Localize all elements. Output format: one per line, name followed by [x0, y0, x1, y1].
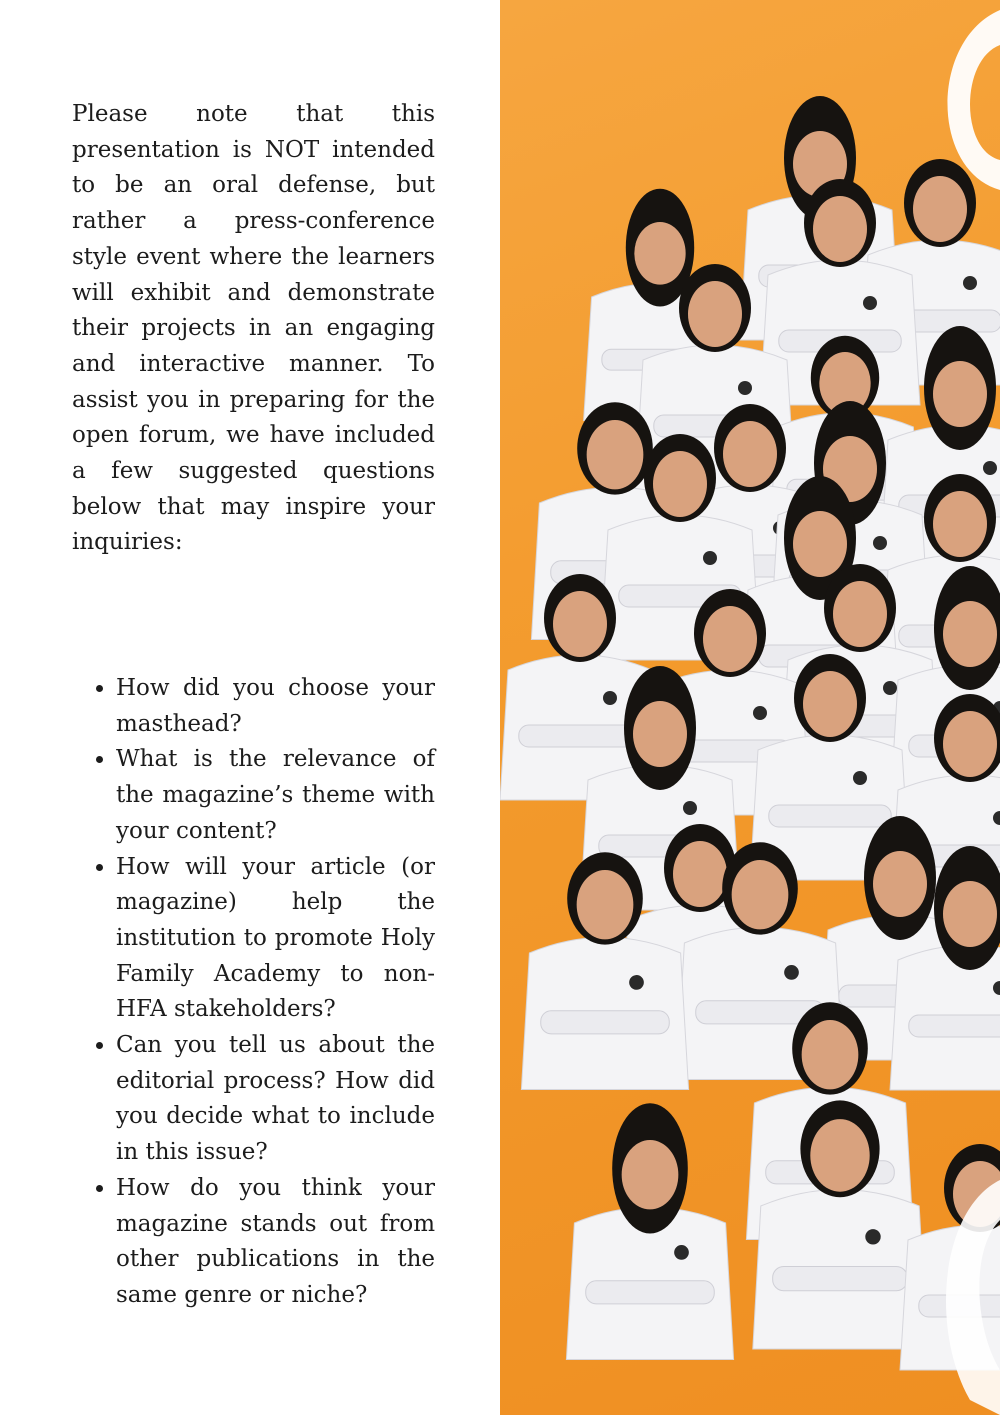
- face: [577, 870, 634, 939]
- school-pin: [683, 801, 697, 815]
- face: [803, 671, 857, 737]
- face: [810, 1119, 869, 1192]
- intro-paragraph: Please note that this presentation is NOT intended to be an oral defense, but rather a press-conference style event where the learners will exhibit and demonstrate their projects in an engaging and interactive manner. To assist you in preparing for the open forum, we have included a few suggested questions below that may inspire your inquiries:: [72, 101, 435, 556]
- crossed-arms: [541, 1011, 670, 1034]
- face: [873, 851, 927, 917]
- school-pin: [963, 276, 977, 290]
- face: [933, 491, 987, 557]
- school-pin: [784, 965, 799, 980]
- school-pin: [873, 536, 887, 550]
- school-pin: [853, 771, 867, 785]
- face: [688, 281, 742, 347]
- face: [653, 451, 707, 517]
- face: [813, 196, 867, 262]
- face: [943, 711, 997, 777]
- school-pin: [603, 691, 617, 705]
- crossed-arms: [769, 805, 891, 827]
- question-item-masthead: • How did you choose your masthead?: [116, 671, 435, 742]
- school-pin: [883, 681, 897, 695]
- decorative-letter-shape: [948, 10, 1000, 190]
- school-pin: [738, 381, 752, 395]
- face: [634, 222, 685, 285]
- question-item-editorial-process: • Can you tell us about the editorial process? How did you decide what to include in this issue?: [116, 1028, 435, 1171]
- face: [933, 361, 987, 427]
- face: [587, 420, 644, 489]
- face: [943, 881, 997, 947]
- face: [633, 701, 687, 767]
- crossed-arms: [773, 1267, 908, 1291]
- school-pin: [753, 706, 767, 720]
- face: [703, 606, 757, 672]
- student-group-photo: [500, 0, 1000, 1415]
- school-pin: [863, 296, 877, 310]
- face: [802, 1020, 859, 1089]
- question-item-stand-out: • How do you think your magazine stands out from other publications in the same genre or niche?: [116, 1171, 435, 1314]
- school-pin: [703, 551, 717, 565]
- face: [622, 1140, 679, 1209]
- face: [553, 591, 607, 657]
- group-photo-panel: [500, 0, 1000, 1415]
- face: [793, 511, 847, 577]
- face: [943, 601, 997, 667]
- suggested-questions-list: [72, 671, 435, 1314]
- question-item-promote-institution: • How will your article (or magazine) help the institution to promote Holy Family Academy to non-HFA stakeholders?: [116, 850, 435, 1029]
- crossed-arms: [519, 725, 641, 747]
- student-figure: [566, 1103, 733, 1359]
- face: [833, 581, 887, 647]
- face: [673, 841, 727, 907]
- crossed-arms: [909, 1015, 1000, 1037]
- question-item-theme-relevance: • What is the relevance of the magazine’s theme with your content?: [116, 742, 435, 849]
- school-pin: [674, 1245, 689, 1260]
- face: [913, 176, 967, 242]
- face: [732, 860, 789, 929]
- face: [723, 421, 777, 487]
- school-pin: [983, 461, 997, 475]
- school-pin: [865, 1229, 880, 1244]
- crossed-arms: [586, 1281, 715, 1304]
- school-pin: [629, 975, 644, 990]
